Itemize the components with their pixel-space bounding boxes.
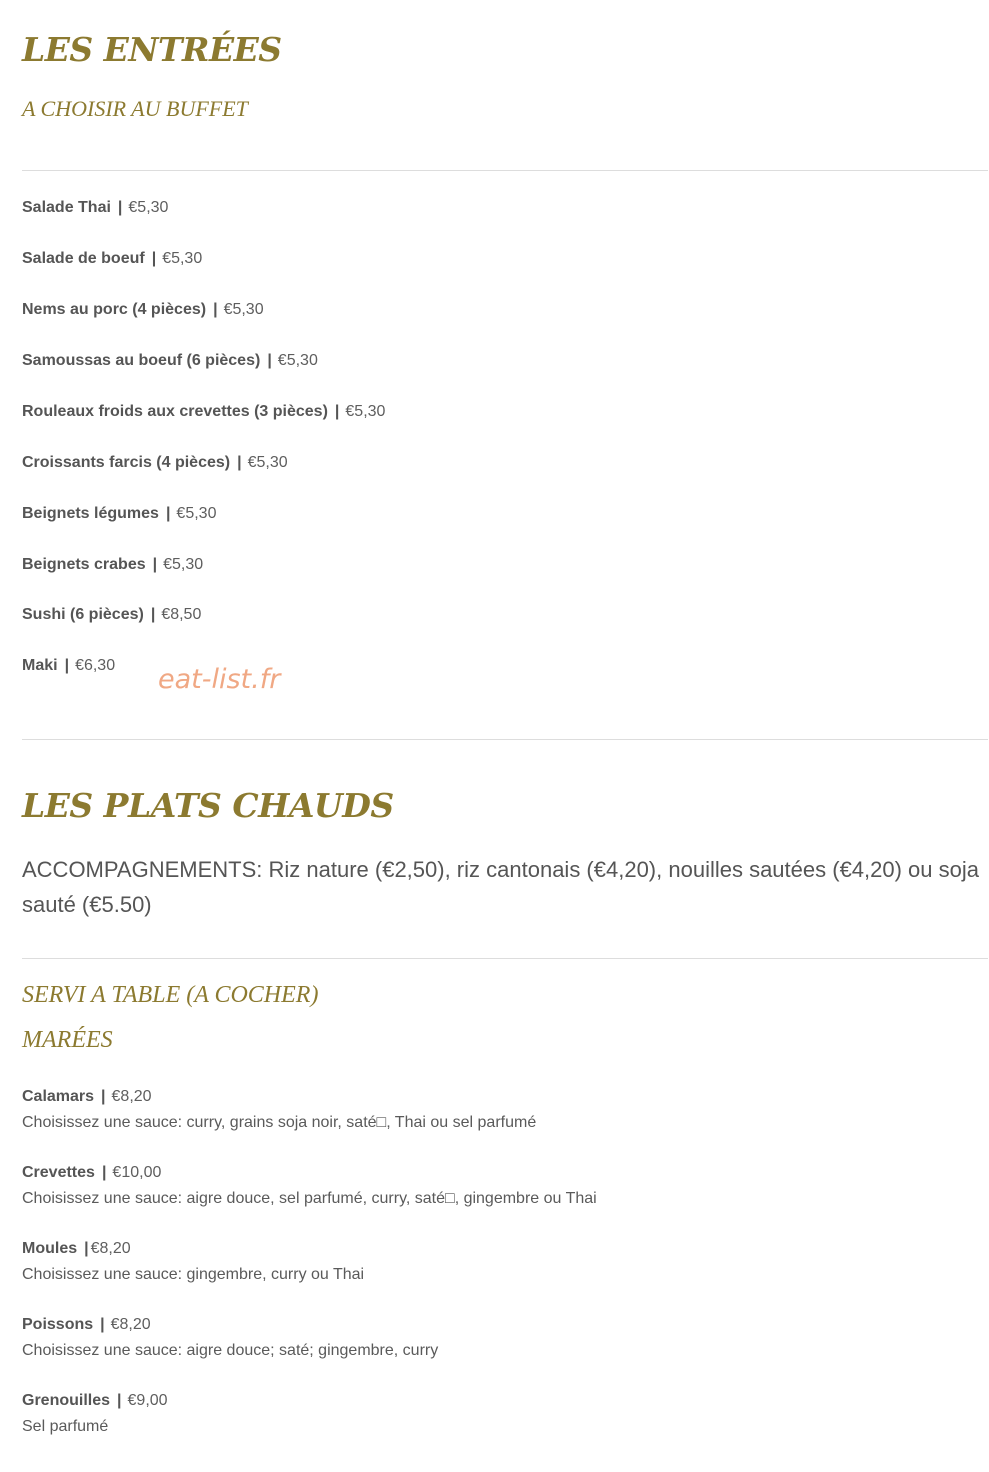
menu-item [22,453,288,473]
item-price: €5,30 [162,250,203,267]
item-price: €5,30 [345,403,386,420]
item-name: Croissants farcis (4 pièces) [22,454,231,471]
item-name: Beignets crabes [22,556,146,573]
separator: | [150,606,156,623]
item-name: Salade de boeuf [22,250,145,267]
menu-item [22,300,264,320]
item-name: Maki [22,657,58,674]
item-description: Choisissez une sauce: curry, grains soja noir, saté□, Thai ou sel parfumé [22,1114,537,1131]
item-price: €5,30 [223,301,264,318]
menu-item [22,656,115,676]
separator: | [101,1164,107,1181]
item-name: Sushi (6 pièces) [22,606,144,623]
item-name: Crevettes [22,1164,95,1181]
item-name: Beignets légumes [22,505,159,522]
watermark: eat-list.fr [158,664,281,695]
separator: | [100,1316,105,1333]
item-name: Calamars [22,1088,95,1105]
entrees-title: LES ENTRÉES [22,30,282,69]
accompagnements-text: ACCOMPAGNEMENTS: Riz nature (€2,50), riz cantonais (€4,20), nouilles sautées (€4,20) ou soja sauté (€5.50) [22,857,979,917]
separator: | [237,454,242,471]
item-price: €10,00 [112,1164,162,1181]
menu-item [22,1239,131,1259]
menu-item [22,402,385,422]
plats-title: LES PLATS CHAUDS [22,786,394,825]
item-price: €5,30 [176,505,217,522]
item-price: €5,30 [247,454,288,471]
item-description: Sel parfumé [22,1418,109,1435]
menu-item [22,504,216,524]
separator: | [334,403,340,420]
item-price: €8,20 [90,1240,131,1257]
entrees-subtitle: A CHOISIR AU BUFFET [22,96,248,121]
menu-item [22,351,318,371]
item-name: Rouleaux froids aux crevettes (3 pièces) [22,403,328,420]
item-price: €8,20 [110,1316,151,1333]
item-price: €8,20 [111,1088,152,1105]
menu-item [22,1163,161,1183]
item-price: €5,30 [128,199,169,216]
item-price: €5,30 [277,352,318,369]
divider [22,739,988,740]
service-subtitle: SERVI A TABLE (A COCHER) [22,982,319,1008]
menu-item [22,1315,151,1335]
separator: | [152,556,158,573]
separator: | [151,250,157,267]
separator: | [117,1392,122,1409]
menu-item [22,1087,152,1107]
separator: | [84,1240,89,1257]
item-name: Moules [22,1240,78,1257]
item-price: €6,30 [75,657,116,674]
menu-item [22,605,201,625]
item-price: €8,50 [161,606,202,623]
item-description: Choisissez une sauce: gingembre, curry ou Thai [22,1266,365,1283]
item-description: Choisissez une sauce: aigre douce, sel parfumé, curry, saté□, gingembre ou Thai [22,1190,597,1207]
separator: | [267,352,272,369]
item-name: Nems au porc (4 pièces) [22,301,207,318]
separator: | [213,301,218,318]
separator: | [101,1088,106,1105]
menu-item [22,1391,168,1411]
category-title: MARÉES [22,1027,113,1053]
item-price: €5,30 [163,556,204,573]
item-price: €9,00 [127,1392,168,1409]
menu-item [22,198,168,218]
divider [22,958,988,959]
separator: | [64,657,70,674]
divider [22,170,988,171]
separator: | [117,199,123,216]
menu-item [22,555,203,575]
item-description: Choisissez une sauce: aigre douce; saté; gingembre, curry [22,1342,439,1359]
item-name: Salade Thai [22,199,111,216]
item-name: Poissons [22,1316,94,1333]
item-name: Samoussas au boeuf (6 pièces) [22,352,261,369]
item-name: Grenouilles [22,1392,111,1409]
separator: | [165,505,171,522]
menu-item [22,249,202,269]
